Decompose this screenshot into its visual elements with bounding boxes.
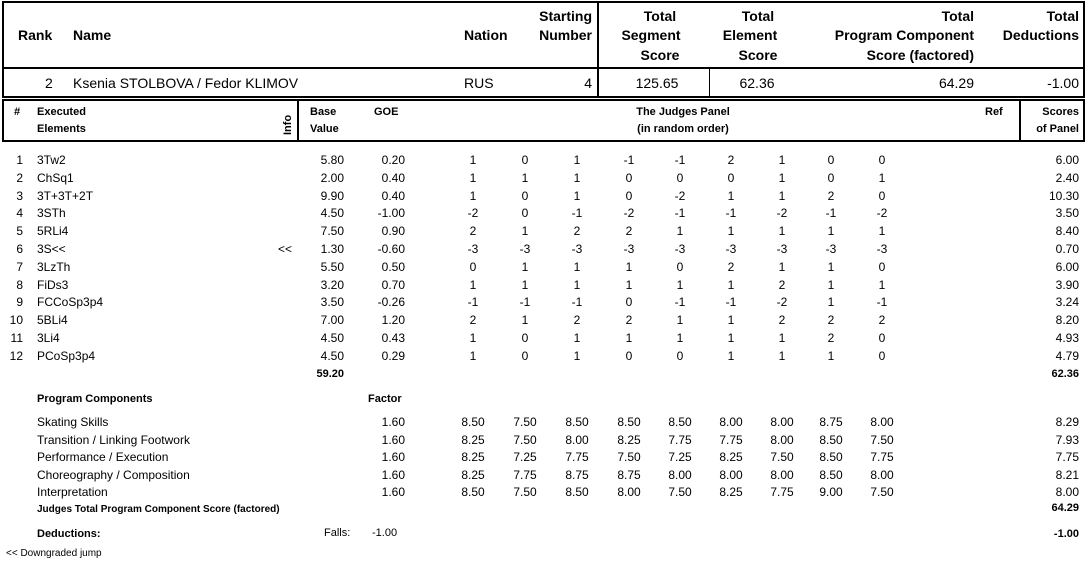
starting-label-2: Number [539,27,592,43]
rank-label: Rank [18,27,53,43]
col-base-2: Value [310,123,339,135]
element-panel-score: 2.40 [1055,171,1079,185]
element-base-value: 9.90 [320,189,344,203]
judge-score-7: 1 [778,189,786,203]
judge-score-5: -3 [674,242,686,256]
judge-score-2: -3 [519,242,531,256]
judge-score-1: 0 [469,260,477,274]
component-judge-8: 8.50 [819,450,843,464]
skater-starting-number: 4 [584,75,592,91]
component-judge-6: 8.25 [719,450,743,464]
element-goe: -0.60 [377,242,405,256]
tes-label-3: Score [738,47,778,63]
judge-score-5: 1 [676,224,684,238]
judge-score-8: 2 [827,313,835,327]
judge-score-3: -3 [571,242,583,256]
col-goe: GOE [374,106,399,118]
pc-title: Program Components [37,393,153,405]
element-code: FCCoSp3p4 [37,295,104,309]
starting-label-1: Starting [539,8,592,24]
judge-score-7: -3 [776,242,788,256]
component-name: Transition / Linking Footwork [37,433,190,447]
judge-score-3: 2 [573,313,581,327]
col-info: Info [282,114,294,135]
element-number: 5 [16,224,23,238]
element-goe: 0.29 [381,349,405,363]
judge-score-4: 0 [625,171,633,185]
judge-score-5: -1 [674,295,686,309]
element-base-value: 2.00 [320,171,344,185]
judge-score-7: 1 [778,153,786,167]
judge-score-3: 1 [573,171,581,185]
judge-score-9: 0 [878,349,886,363]
judge-score-5: 0 [676,171,684,185]
component-judge-4: 8.00 [617,485,641,499]
divider-tes [709,67,710,96]
component-judge-9: 7.50 [870,485,894,499]
tes-total: 62.36 [1051,368,1079,380]
element-code: 3STh [37,206,66,220]
judge-score-7: -2 [776,295,788,309]
judge-score-5: 0 [676,260,684,274]
pcs-label-1: Total [941,8,974,24]
component-judge-7: 7.50 [770,450,794,464]
judge-score-2: 0 [521,206,529,220]
col-scores-2: of Panel [1036,123,1079,135]
component-judge-9: 8.00 [870,468,894,482]
component-judge-7: 8.00 [770,433,794,447]
element-goe: 0.70 [381,278,405,292]
component-judge-8: 8.50 [819,433,843,447]
judge-score-6: -1 [725,295,737,309]
judge-score-8: 1 [827,278,835,292]
component-judge-2: 7.25 [513,450,537,464]
element-goe: 0.20 [381,153,405,167]
judge-score-7: 2 [778,278,786,292]
base-total: 59.20 [316,368,344,380]
element-base-value: 5.50 [320,260,344,274]
judge-score-9: 0 [878,189,886,203]
left-border [2,1,4,97]
judge-score-2: 0 [521,349,529,363]
component-judge-8: 8.75 [819,415,843,429]
pcs-total: 64.29 [1051,502,1079,514]
judge-score-5: -2 [674,189,686,203]
judge-score-8: -1 [825,206,837,220]
judge-score-6: 2 [727,260,735,274]
component-score: 7.75 [1055,450,1079,464]
footnote-downgraded: << Downgraded jump [6,548,102,559]
judge-score-3: -1 [571,206,583,220]
tss-label-2: Segment [621,27,681,43]
top-border [2,1,1085,3]
name-label: Name [73,27,112,43]
deductions-total: -1.00 [1053,528,1079,540]
judge-score-3: 1 [573,349,581,363]
judge-score-8: 0 [827,171,835,185]
judge-score-1: 1 [469,189,477,203]
element-base-value: 4.50 [320,206,344,220]
element-goe: 0.43 [381,331,405,345]
element-number: 4 [16,206,23,220]
col-base-1: Base [310,106,337,118]
element-code: 3T+3T+2T [37,189,94,203]
component-judge-1: 8.25 [461,433,485,447]
component-judge-1: 8.50 [461,415,485,429]
element-code: 3LzTh [37,260,71,274]
element-panel-score: 4.93 [1055,331,1079,345]
judge-score-4: -1 [623,153,635,167]
component-judge-6: 8.25 [719,485,743,499]
judge-score-9: 1 [878,171,886,185]
element-goe: -1.00 [377,206,405,220]
component-judge-2: 7.50 [513,433,537,447]
judge-score-3: 1 [573,331,581,345]
judge-score-8: -3 [825,242,837,256]
element-number: 1 [16,153,23,167]
judge-score-4: 2 [625,224,633,238]
element-number: 12 [9,349,23,363]
element-goe: 0.40 [381,171,405,185]
element-goe: 0.50 [381,260,405,274]
component-factor: 1.60 [381,468,405,482]
judge-score-7: 2 [778,313,786,327]
component-judge-2: 7.50 [513,415,537,429]
judge-score-6: 2 [727,153,735,167]
element-goe: 1.20 [381,313,405,327]
skater-tes: 62.36 [739,75,775,91]
element-panel-score: 3.24 [1055,295,1079,309]
component-judge-4: 8.25 [617,433,641,447]
element-goe: -0.26 [377,295,405,309]
component-name: Choreography / Composition [37,468,190,482]
judge-score-2: 0 [521,189,529,203]
skater-pcs: 64.29 [938,75,974,91]
component-score: 8.21 [1055,468,1079,482]
el-div-info [297,99,299,142]
judge-score-9: 2 [878,313,886,327]
element-panel-score: 6.00 [1055,260,1079,274]
pcs-label-2: Program Component [834,27,974,43]
judge-score-6: 1 [727,224,735,238]
element-panel-score: 6.00 [1055,153,1079,167]
element-base-value: 5.80 [320,153,344,167]
judge-score-6: 1 [727,331,735,345]
judge-score-1: 1 [469,153,477,167]
component-name: Performance / Execution [37,450,169,464]
component-score: 8.29 [1055,415,1079,429]
component-judge-3: 7.75 [565,450,589,464]
tes-label-2: Element [722,27,778,43]
component-name: Interpretation [37,485,108,499]
judge-score-3: 2 [573,224,581,238]
judge-score-1: 1 [469,349,477,363]
judge-score-1: 1 [469,331,477,345]
element-number: 7 [16,260,23,274]
pc-factor-label: Factor [368,393,402,405]
component-judge-6: 8.00 [719,415,743,429]
element-base-value: 7.50 [320,224,344,238]
element-panel-score: 8.40 [1055,224,1079,238]
component-judge-5: 7.75 [668,433,692,447]
judge-score-4: 0 [625,349,633,363]
element-number: 8 [16,278,23,292]
element-code: 3S<< [37,242,66,256]
falls-label: Falls: [324,527,351,539]
judge-score-1: 2 [469,224,477,238]
element-code: 3Li4 [37,331,60,345]
judge-score-8: 1 [827,295,835,309]
element-goe: 0.40 [381,189,405,203]
judge-score-2: 1 [521,171,529,185]
tss-label-1: Total [643,8,677,24]
component-judge-4: 8.50 [617,415,641,429]
col-ref: Ref [985,106,1003,118]
component-judge-9: 7.75 [870,450,894,464]
judge-score-6: 1 [727,189,735,203]
judge-score-1: -1 [467,295,479,309]
judge-score-8: 1 [827,224,835,238]
el-div-scores [1019,99,1021,142]
component-judge-9: 8.00 [870,415,894,429]
judge-score-5: 1 [676,313,684,327]
judge-score-7: 1 [778,224,786,238]
tes-label-1: Total [741,8,775,24]
element-panel-score: 10.30 [1048,189,1079,203]
judge-score-7: 1 [778,349,786,363]
judge-score-9: 0 [878,331,886,345]
component-factor: 1.60 [381,485,405,499]
element-base-value: 7.00 [320,313,344,327]
judge-score-6: -1 [725,206,737,220]
component-judge-4: 8.75 [617,468,641,482]
element-code: FiDs3 [37,278,69,292]
judge-score-5: 1 [676,331,684,345]
judge-score-1: 1 [469,278,477,292]
judge-score-9: 1 [878,278,886,292]
judge-score-1: 2 [469,313,477,327]
col-executed-1: Executed [37,106,86,118]
component-judge-8: 8.50 [819,468,843,482]
judge-score-7: 1 [778,260,786,274]
tss-label-3: Score [640,47,680,63]
judge-score-4: 1 [625,278,633,292]
el-left [2,99,4,142]
judge-score-6: 0 [727,171,735,185]
component-judge-7: 8.00 [770,468,794,482]
judge-score-6: -3 [725,242,737,256]
judge-score-9: -2 [876,206,888,220]
judge-score-2: 1 [521,224,529,238]
judge-score-8: 0 [827,153,835,167]
component-name: Skating Skills [37,415,109,429]
elements-header-bottom [2,140,1085,142]
header-divider [2,67,1085,69]
judge-score-4: -2 [623,206,635,220]
judge-score-4: 1 [625,260,633,274]
element-base-value: 4.50 [320,331,344,345]
judge-score-5: 1 [676,278,684,292]
judge-score-3: 1 [573,278,581,292]
component-judge-3: 8.75 [565,468,589,482]
element-panel-score: 0.70 [1055,242,1079,256]
judge-score-2: -1 [519,295,531,309]
component-judge-3: 8.50 [565,485,589,499]
judge-score-1: -2 [467,206,479,220]
judge-score-1: -3 [467,242,479,256]
judge-score-7: 1 [778,331,786,345]
judge-score-3: 1 [573,189,581,203]
judge-score-6: 1 [727,313,735,327]
judge-score-2: 1 [521,313,529,327]
judge-score-8: 2 [827,189,835,203]
element-number: 9 [16,295,23,309]
component-judge-8: 9.00 [819,485,843,499]
header-bottom [2,96,1085,98]
pcs-label-3: Score (factored) [866,47,974,63]
component-judge-7: 8.00 [770,415,794,429]
col-executed-2: Elements [37,123,86,135]
component-judge-3: 8.00 [565,433,589,447]
falls-value: -1.00 [372,527,398,539]
judge-score-5: -1 [674,206,686,220]
judge-score-9: -3 [876,242,888,256]
judge-score-9: 0 [878,153,886,167]
element-info: << [278,242,293,256]
skater-tss: 125.65 [635,75,679,91]
judge-score-3: 1 [573,153,581,167]
judge-score-9: 0 [878,260,886,274]
component-judge-5: 7.25 [668,450,692,464]
judge-score-2: 0 [521,153,529,167]
element-number: 2 [16,171,23,185]
component-factor: 1.60 [381,433,405,447]
component-judge-2: 7.50 [513,485,537,499]
judge-score-7: 1 [778,171,786,185]
element-panel-score: 4.79 [1055,349,1079,363]
component-judge-1: 8.50 [461,485,485,499]
skater-nation: RUS [464,75,494,91]
col-num: # [14,106,21,118]
nation-label: Nation [464,27,508,43]
component-judge-5: 8.00 [668,468,692,482]
component-judge-9: 7.50 [870,433,894,447]
judge-score-8: 1 [827,260,835,274]
ded-label-1: Total [1046,8,1079,24]
component-judge-6: 7.75 [719,433,743,447]
col-scores-1: Scores [1042,106,1079,118]
element-number: 6 [16,242,23,256]
component-score: 8.00 [1055,485,1079,499]
element-base-value: 4.50 [320,349,344,363]
judge-score-7: -2 [776,206,788,220]
judge-score-4: -3 [623,242,635,256]
component-judge-2: 7.75 [513,468,537,482]
judge-score-4: 0 [625,189,633,203]
element-code: 5BLi4 [37,313,68,327]
skater-name: Ksenia STOLBOVA / Fedor KLIMOV [73,75,299,91]
judge-score-2: 1 [521,278,529,292]
element-code: 5RLi4 [37,224,69,238]
skater-deductions: -1.00 [1047,75,1079,91]
judge-score-3: 1 [573,260,581,274]
element-code: 3Tw2 [37,153,66,167]
element-number: 3 [16,189,23,203]
component-judge-5: 7.50 [668,485,692,499]
element-code: ChSq1 [37,171,74,185]
component-judge-7: 7.75 [770,485,794,499]
el-right [1083,99,1085,142]
ded-label-2: Deductions [1002,27,1079,43]
element-number: 10 [9,313,23,327]
component-judge-1: 8.25 [461,450,485,464]
skater-rank: 2 [45,75,53,91]
element-number: 11 [10,331,23,345]
element-base-value: 1.30 [320,242,344,256]
judge-score-9: -1 [876,295,888,309]
judge-score-8: 1 [827,349,835,363]
component-judge-3: 8.50 [565,415,589,429]
pcs-total-label: Judges Total Program Component Score (factored) [37,504,280,515]
component-judge-4: 7.50 [617,450,641,464]
col-judges-2: (in random order) [637,123,729,135]
component-factor: 1.60 [381,415,405,429]
element-base-value: 3.50 [320,295,344,309]
judge-score-4: 1 [625,331,633,345]
judge-score-3: -1 [571,295,583,309]
element-panel-score: 3.90 [1055,278,1079,292]
component-score: 7.93 [1055,433,1079,447]
judge-score-5: 0 [676,349,684,363]
element-base-value: 3.20 [320,278,344,292]
deductions-label: Deductions: [37,528,101,540]
judge-score-2: 1 [521,260,529,274]
judge-score-8: 2 [827,331,835,345]
judge-score-4: 2 [625,313,633,327]
element-code: PCoSp3p4 [37,349,96,363]
col-judges-1: The Judges Panel [636,106,730,118]
component-judge-6: 8.00 [719,468,743,482]
component-judge-1: 8.25 [461,468,485,482]
divider-starting [597,1,599,97]
elements-top [2,99,1085,101]
judge-score-2: 0 [521,331,529,345]
component-factor: 1.60 [381,450,405,464]
element-panel-score: 3.50 [1055,206,1079,220]
judge-score-9: 1 [878,224,886,238]
judge-score-6: 1 [727,349,735,363]
component-judge-5: 8.50 [668,415,692,429]
judge-score-1: 1 [469,171,477,185]
judge-score-5: -1 [674,153,686,167]
right-border [1083,1,1085,97]
element-goe: 0.90 [381,224,405,238]
judge-score-4: 0 [625,295,633,309]
element-panel-score: 8.20 [1055,313,1079,327]
judge-score-6: 1 [727,278,735,292]
